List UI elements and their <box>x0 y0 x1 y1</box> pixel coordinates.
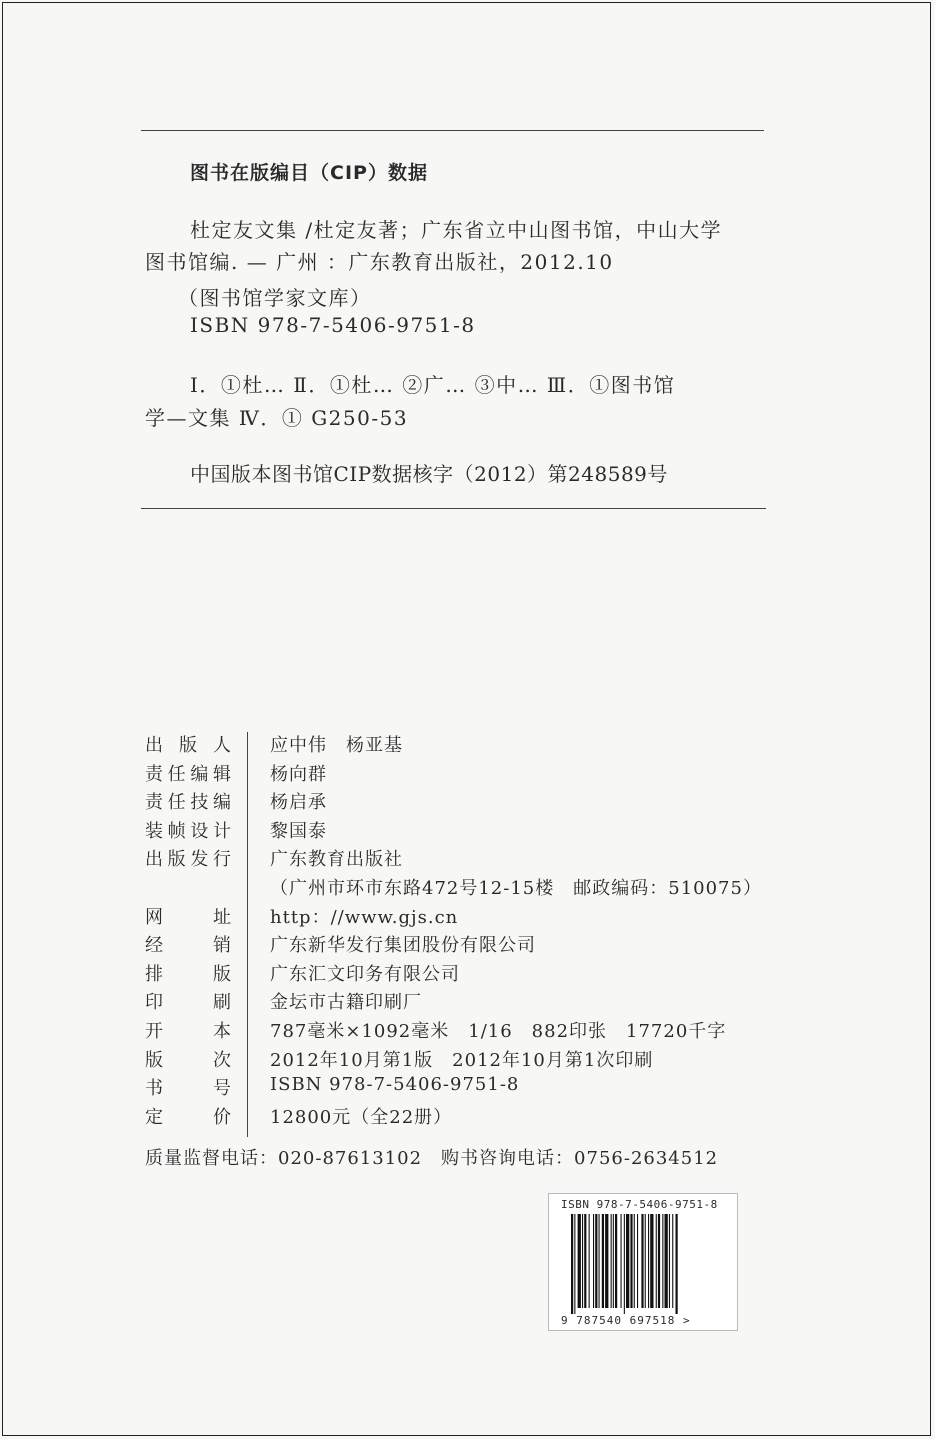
hotline: 质量监督电话：020-87613102 购书咨询电话：0756-2634512 <box>145 1148 719 1169</box>
credit-row <box>145 758 785 787</box>
barcode-bar <box>595 1214 597 1308</box>
barcode <box>548 1193 738 1331</box>
cip-class-1: Ⅰ．①杜… Ⅱ．①杜… ②广… ③中… Ⅲ．①图书馆 <box>190 373 676 397</box>
credit-row <box>145 872 785 901</box>
barcode-bar <box>676 1214 678 1314</box>
credit-label: 责 任 技 编 <box>145 792 231 814</box>
barcode-bar <box>605 1214 608 1308</box>
credit-row <box>145 958 785 987</box>
credit-row <box>145 729 785 758</box>
barcode-bar <box>669 1214 670 1308</box>
barcode-bar <box>611 1214 612 1308</box>
credit-value: 2012年10月第1版 2012年10月第1次印刷 <box>270 1049 654 1071</box>
credit-row <box>145 843 785 872</box>
barcode-bar <box>571 1214 573 1314</box>
credit-label: 装 帧 设 计 <box>145 820 231 842</box>
top-rule <box>141 130 764 131</box>
credit-value: 广东教育出版社 <box>270 849 403 871</box>
credit-label: 开 本 <box>145 1020 231 1042</box>
barcode-number-text: 9 787540 697518 > <box>561 1314 691 1327</box>
barcode-bar <box>656 1214 657 1308</box>
barcode-bar <box>589 1214 590 1308</box>
credit-label: 责 任 编 辑 <box>145 763 231 785</box>
barcode-bar <box>634 1214 635 1308</box>
barcode-bar <box>584 1214 586 1308</box>
credit-value: 杨向群 <box>270 763 327 785</box>
credit-value: 黎国泰 <box>270 820 327 842</box>
credit-label: 书 号 <box>145 1078 231 1100</box>
barcode-bar <box>665 1214 668 1308</box>
barcode-bar <box>672 1214 673 1308</box>
cip-series: （图书馆学家文库） <box>178 286 372 310</box>
credit-label: 排 版 <box>145 963 231 985</box>
credit-row <box>145 929 785 958</box>
cip-verify: 中国版本图书馆CIP数据核字（2012）第248589号 <box>190 462 668 486</box>
credit-label: 版 次 <box>145 1049 231 1071</box>
barcode-bar <box>621 1214 622 1308</box>
barcode-bar <box>615 1214 617 1308</box>
barcode-bar <box>645 1214 646 1308</box>
credit-value: （广州市环市东路472号12-15楼 邮政编码：510075） <box>270 877 762 899</box>
barcode-bar <box>641 1214 643 1308</box>
credit-label: 出 版 发 行 <box>145 849 231 871</box>
barcode-bar <box>624 1214 625 1314</box>
credit-value: 787毫米×1092毫米 1/16 882印张 17720千字 <box>270 1020 727 1042</box>
cip-line-2: 图书馆编. — 广州 ：广东教育出版社，2012.10 <box>145 250 614 274</box>
bottom-rule <box>141 508 766 509</box>
barcode-bar <box>626 1214 629 1308</box>
credit-value: 广东新华发行集团股份有限公司 <box>270 935 536 957</box>
barcode-bar <box>602 1214 604 1308</box>
barcode-bar <box>630 1214 632 1308</box>
cip-class-2: 学—文集 Ⅳ．① G250-53 <box>145 406 409 430</box>
barcode-bars <box>571 1214 721 1314</box>
credit-row <box>145 815 785 844</box>
credits-table <box>145 729 785 1129</box>
credit-value: 杨启承 <box>270 792 327 814</box>
barcode-bar <box>650 1214 653 1308</box>
credit-row <box>145 786 785 815</box>
credit-row <box>145 901 785 930</box>
credit-label: 网 址 <box>145 906 231 928</box>
credit-value: 金坛市古籍印刷厂 <box>270 992 422 1014</box>
credit-row <box>145 1044 785 1073</box>
cip-isbn: ISBN 978-7-5406-9751-8 <box>190 313 476 337</box>
barcode-bar <box>637 1214 638 1308</box>
barcode-bar <box>648 1214 649 1308</box>
credit-row <box>145 1015 785 1044</box>
barcode-bar <box>593 1214 594 1308</box>
cip-title: 图书在版编目（CIP）数据 <box>190 162 428 184</box>
credit-value: 12800元（全22册） <box>270 1106 453 1128</box>
barcode-bar <box>662 1214 663 1308</box>
credit-value: 应中伟 杨亚基 <box>270 735 403 756</box>
barcode-bar <box>613 1214 614 1308</box>
credit-value: http：//www.gjs.cn <box>270 906 459 928</box>
credit-row <box>145 1072 785 1101</box>
credit-label: 印 刷 <box>145 992 231 1014</box>
barcode-bar <box>582 1214 583 1308</box>
credit-value: 广东汇文印务有限公司 <box>270 963 460 985</box>
credit-value: ISBN 978-7-5406-9751-8 <box>270 1074 520 1096</box>
credit-label: 定 价 <box>145 1106 231 1128</box>
barcode-bar <box>658 1214 660 1308</box>
barcode-bar <box>574 1214 575 1314</box>
credit-label: 出 版 人 <box>145 735 231 756</box>
barcode-isbn-text: ISBN 978-7-5406-9751-8 <box>561 1198 718 1211</box>
credit-row <box>145 1101 785 1130</box>
cip-line-1: 杜定友文集 /杜定友著；广东省立中山图书馆，中山大学 <box>190 218 723 242</box>
credit-label: 经 销 <box>145 935 231 957</box>
credit-row <box>145 986 785 1015</box>
barcode-bar <box>599 1214 600 1308</box>
barcode-bar <box>578 1214 581 1308</box>
